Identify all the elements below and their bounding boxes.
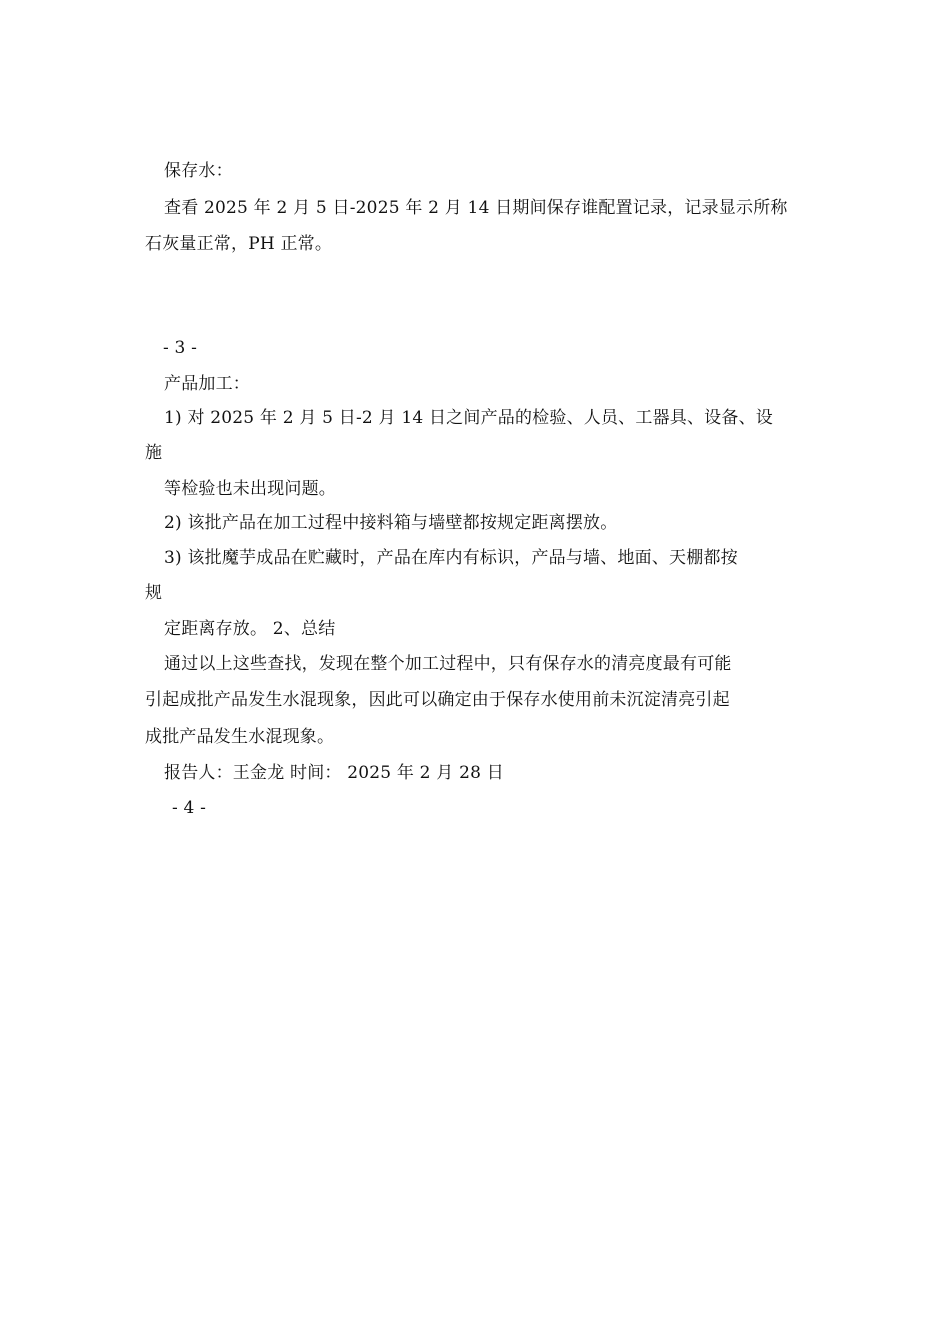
processing-item-3-line-3: 定距离存放。 2、总结 — [164, 619, 336, 639]
processing-item-1-line-3: 等检验也未出现问题。 — [164, 479, 336, 499]
processing-item-3-line-2: 规 — [145, 583, 163, 603]
processing-item-3-line-1: 3) 该批魔芋成品在贮藏时，产品在库内有标识，产品与墙、地面、天棚都按 — [164, 548, 738, 568]
preservation-text-line-1: 查看 2025 年 2 月 5 日-2025 年 2 月 14 日期间保存谁配置记录，记录显示所称 — [164, 198, 788, 218]
preservation-text-line-2: 石灰量正常，PH 正常。 — [145, 234, 333, 254]
summary-line-3: 成批产品发生水混现象。 — [145, 727, 335, 747]
page-number-4: - 4 - — [172, 798, 207, 818]
page-number-3: - 3 - — [163, 338, 198, 358]
processing-item-2: 2) 该批产品在加工过程中接料箱与墙壁都按规定距离摆放。 — [164, 513, 618, 533]
summary-line-2: 引起成批产品发生水混现象，因此可以确定由于保存水使用前未沉淀清亮引起 — [145, 690, 730, 710]
preservation-heading: 保存水： — [164, 161, 233, 181]
reporter-line: 报告人：王金龙 时间： 2025 年 2 月 28 日 — [164, 763, 504, 783]
processing-item-1-line-1: 1) 对 2025 年 2 月 5 日-2 月 14 日之间产品的检验、人员、工器具、设备、设 — [164, 408, 773, 428]
summary-line-1: 通过以上这些查找，发现在整个加工过程中，只有保存水的清亮度最有可能 — [164, 654, 732, 674]
processing-heading: 产品加工： — [164, 374, 250, 394]
processing-item-1-line-2: 施 — [145, 443, 163, 463]
